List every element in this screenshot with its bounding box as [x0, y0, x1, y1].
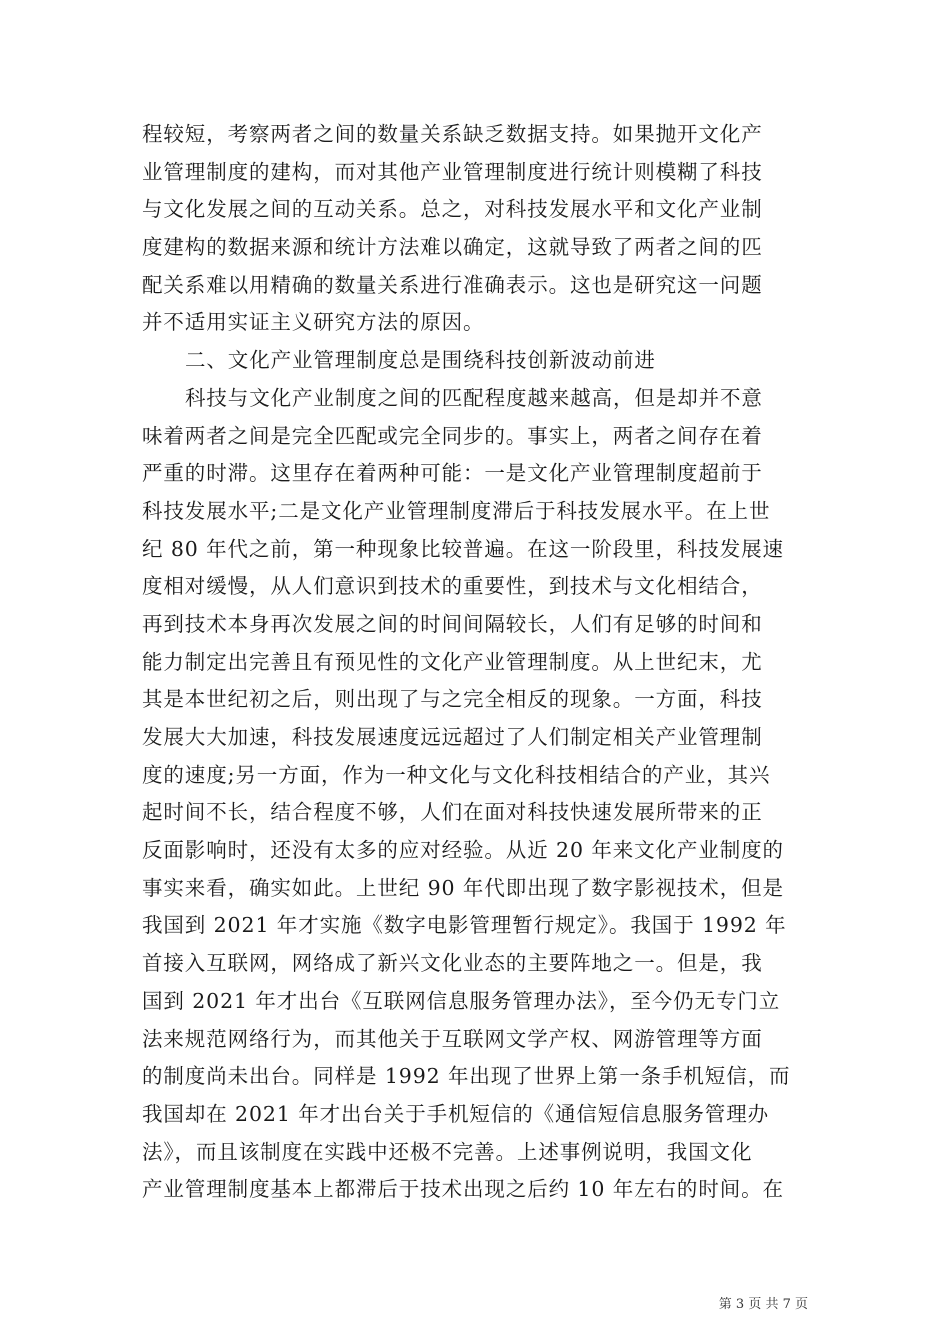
text-line: 起时间不长，结合程度不够，人们在面对科技快速发展所带来的正	[142, 800, 763, 825]
text-line: 我国却在 2021 年才出台关于手机短信的《通信短信息服务管理办	[142, 1101, 770, 1126]
text-line: 配关系难以用精确的数量关系进行准确表示。这也是研究这一问题	[142, 272, 763, 297]
page-number-footer: 第 3 页 共 7 页	[718, 1297, 808, 1312]
text-line: 纪 80 年代之前，第一种现象比较普遍。在这一阶段里，科技发展速	[142, 536, 784, 561]
text-line: 事实来看，确实如此。上世纪 90 年代即出现了数字影视技术，但是	[142, 875, 784, 900]
text-line: 法》，而且该制度在实践中还极不完善。上述事例说明，我国文化	[142, 1139, 753, 1164]
text-line: 的制度尚未出台。同样是 1992 年出现了世界上第一条手机短信，而	[142, 1064, 791, 1089]
text-line: 业管理制度的建构，而对其他产业管理制度进行统计则模糊了科技	[142, 159, 763, 184]
text-line: 产业管理制度基本上都滞后于技术出现之后约 10 年左右的时间。在	[142, 1177, 784, 1202]
text-line: 其是本世纪初之后，则出现了与之完全相反的现象。一方面，科技	[142, 687, 763, 712]
text-line: 与文化发展之间的互动关系。总之，对科技发展水平和文化产业制	[142, 197, 763, 222]
text-line: 国到 2021 年才出台《互联网信息服务管理办法》，至今仍无专门立	[142, 988, 781, 1013]
text-line: 度的速度;另一方面，作为一种文化与文化科技相结合的产业，其兴	[142, 762, 771, 787]
text-line: 严重的时滞。这里存在着两种可能：一是文化产业管理制度超前于	[142, 461, 763, 486]
text-line: 发展大大加速，科技发展速度远远超过了人们制定相关产业管理制	[142, 725, 763, 749]
text-line: 我国到 2021 年才实施《数字电影管理暂行规定》。我国于 1992 年	[142, 913, 787, 938]
paragraph-section-two	[142, 380, 810, 1209]
text-line: 法来规范网络行为，而其他关于互联网文学产权、网游管理等方面	[142, 1026, 763, 1051]
text-line: 并不适用实证主义研究方法的原因。	[142, 310, 485, 335]
section-heading: 二、文化产业管理制度总是围绕科技创新波动前进	[185, 348, 656, 373]
document-body	[142, 116, 810, 1209]
text-line: 度相对缓慢，从人们意识到技术的重要性，到技术与文化相结合，	[142, 574, 763, 599]
text-line: 首接入互联网，网络成了新兴文化业态的主要阵地之一。但是，我	[142, 951, 763, 976]
text-line: 再到技术本身再次发展之间的时间间隔较长，人们有足够的时间和	[142, 611, 763, 636]
text-line: 度建构的数据来源和统计方法难以确定，这就导致了两者之间的匹	[142, 235, 763, 260]
text-line: 反面影响时，还没有太多的应对经验。从近 20 年来文化产业制度的	[142, 838, 784, 863]
text-line: 能力制定出完善且有预见性的文化产业管理制度。从上世纪末，尤	[142, 649, 763, 674]
text-line: 味着两者之间是完全匹配或完全同步的。事实上，两者之间存在着	[142, 423, 763, 448]
paragraph-continuation	[142, 116, 810, 342]
text-line: 程较短，考察两者之间的数量关系缺乏数据支持。如果抛开文化产	[142, 122, 763, 146]
text-line: 科技与文化产业制度之间的匹配程度越来越高，但是却并不意	[185, 385, 763, 410]
text-line: 科技发展水平;二是文化产业管理制度滞后于科技发展水平。在上世	[142, 498, 771, 523]
